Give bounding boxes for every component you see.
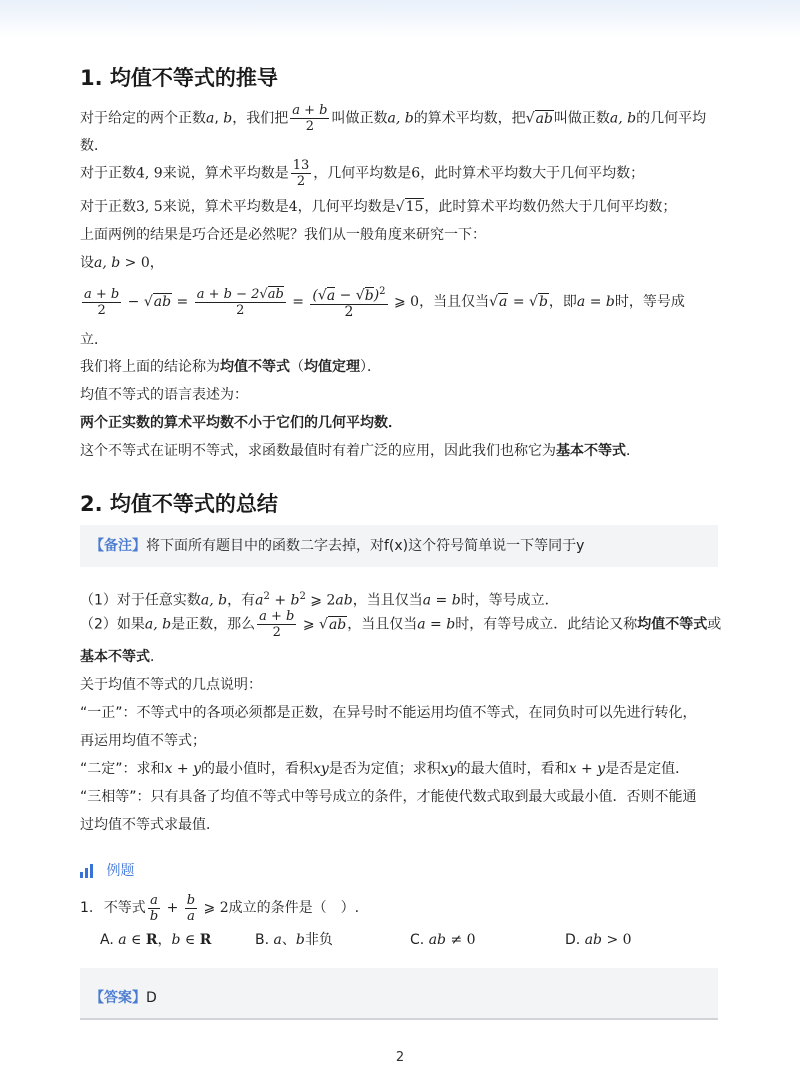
note-text: 将下面所有题目中的函数二字去掉，对f(x)这个符号简单说一下等同于y	[146, 538, 585, 554]
equation-derivation: $\frac{a + b}{2}$ − √ab = $\frac{a + b - 2√ab}{2}$ = $\frac{(√a - √b)^2}{2}$ ⩾ 0，当且仅当√a = √b，即a = b时，等号成	[84, 286, 685, 320]
paragraph: 均值不等式的语言表述为：	[80, 387, 248, 403]
section-2-title: 2. 均值不等式的总结	[80, 492, 278, 516]
note-tag: 【备注】	[90, 538, 146, 554]
paragraph: 数．	[80, 138, 108, 154]
paragraph: 对于正数3, 5来说，算术平均数是4，几何平均数是√15，此时算术平均数仍然大于几何平均数；	[80, 199, 677, 215]
paragraph: 过均值不等式求最值．	[80, 817, 220, 833]
paragraph: 这个不等式在证明不等式，求函数最值时有着广泛的应用，因此我们也称它为基本不等式．	[80, 443, 640, 459]
paragraph: 我们将上面的结论称为均值不等式（均值定理）．	[80, 359, 381, 375]
fraction-13-over-2: $\frac{13}{2}$	[292, 158, 310, 189]
answer-value: D	[146, 990, 157, 1006]
paragraph: 再运用均值不等式；	[80, 733, 206, 749]
paragraph-bold: 两个正实数的算术平均数不小于它们的几何平均数．	[80, 415, 402, 431]
paragraph: 上面两例的结果是巧合还是必然呢？我们从一般角度来研究一下：	[80, 227, 486, 243]
section-1-title: 1. 均值不等式的推导	[80, 66, 278, 90]
paragraph: （2）如果a, b是正数，那么 $\frac{a + b}{2}$ ⩾ √ab，当且仅当a = b时，有等号成立．此结论又称均值不等式或	[80, 609, 722, 640]
answer-box	[80, 968, 718, 1018]
paragraph: 设a, b > 0，	[80, 255, 164, 271]
paragraph: 对于给定的两个正数a, b，我们把 $\frac{a + b}{2}$ 叫做正数a, b的算术平均数，把√ab叫做正数a, b的几何平均	[80, 103, 707, 134]
paragraph: （1）对于任意实数a, b，有$a^2 + b^2$ ⩾ 2ab，当且仅当a = b时，等号成立．	[80, 591, 559, 609]
divider	[80, 1018, 718, 1020]
paragraph: “三相等”：只有具备了均值不等式中等号成立的条件，才能使代数式取到最大或最小值．否则不能通	[80, 789, 697, 805]
paragraph: 关于均值不等式的几点说明：	[80, 677, 262, 693]
paragraph: “二定”：求和x + y的最小值时，看积xy是否为定值；求积xy的最大值时，看和x + y是否是定值．	[80, 761, 690, 777]
paragraph: 基本不等式．	[80, 649, 164, 665]
example-header: 例题	[80, 861, 134, 881]
paragraph: 对于正数4, 9来说，算术平均数是 $\frac{13}{2}$ ，几何平均数是6，此时算术平均数大于几何平均数；	[80, 158, 645, 189]
question-1: 1. 不等式 $\frac{a}{b}$ + $\frac{b}{a}$ ⩾ 2成立的条件是（ ）.	[80, 892, 360, 924]
option-c[interactable]: C. ab ≠ 0	[410, 932, 476, 948]
answer-tag: 【答案】	[90, 990, 146, 1006]
note-box	[80, 525, 718, 567]
option-d[interactable]: D. ab > 0	[565, 932, 632, 948]
fraction-a-plus-b-over-2: $\frac{a + b}{2}$	[292, 103, 328, 134]
option-b[interactable]: B. a、b非负	[255, 932, 333, 948]
top-band	[0, 0, 800, 38]
bar-chart-icon	[80, 864, 96, 878]
option-a[interactable]: A. a ∈ R，b ∈ R	[100, 932, 212, 948]
paragraph: 立．	[80, 332, 108, 348]
page-number: 2	[395, 1050, 405, 1065]
paragraph: “一正”：不等式中的各项必须都是正数，在异号时不能运用均值不等式，在同负时可以先进行转化，	[80, 705, 697, 721]
